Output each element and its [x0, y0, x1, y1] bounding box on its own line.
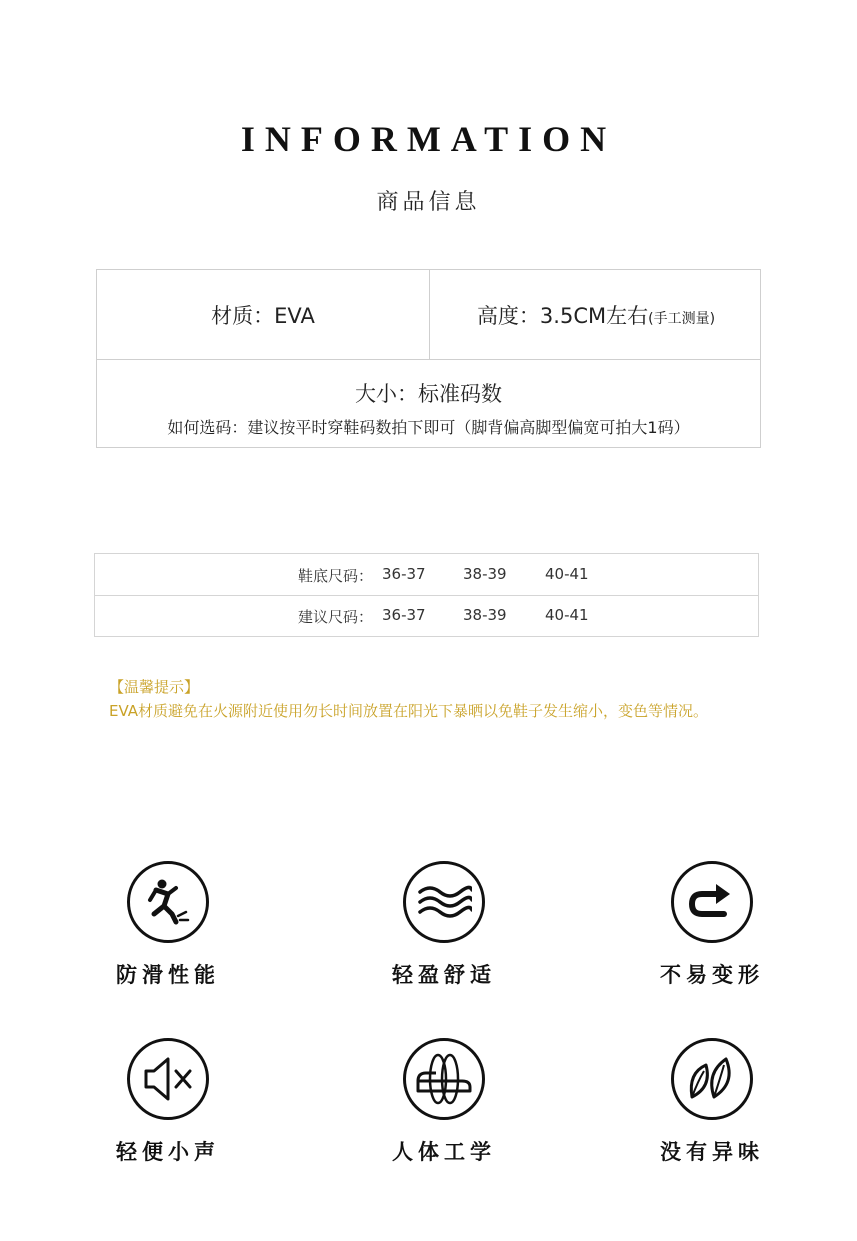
size-value: 40-41 — [545, 565, 589, 583]
row-label: 建议尺码： — [297, 608, 373, 626]
size-value: 36-37 — [382, 606, 426, 624]
feature-anti-slip — [68, 861, 268, 989]
height-cell — [430, 300, 762, 330]
size-value: 36-37 — [382, 565, 426, 583]
feature-label: 轻便小声 — [116, 1140, 220, 1164]
table-row — [95, 595, 758, 636]
feature-quiet — [68, 1038, 268, 1166]
ergonomic-shoe-icon — [403, 1038, 485, 1120]
feature-label: 人体工学 — [392, 1140, 496, 1164]
return-arrow-icon — [671, 861, 753, 943]
size-cell: 大小：标准码数 — [355, 382, 502, 406]
table-row — [95, 554, 758, 595]
waves-icon — [403, 861, 485, 943]
how-to-choose-text: 如何选码：建议按平时穿鞋码数拍下即可（脚背偏高脚型偏宽可拍大1码） — [167, 418, 690, 437]
feature-label: 没有异味 — [660, 1140, 764, 1164]
size-value: 40-41 — [545, 606, 589, 624]
tip-title: 【温馨提示】 — [109, 678, 200, 696]
slip-person-icon — [127, 861, 209, 943]
product-info-table — [96, 269, 761, 448]
size-value: 38-39 — [463, 565, 507, 583]
feature-label: 轻盈舒适 — [392, 963, 496, 987]
height-note: (手工测量) — [648, 311, 716, 327]
size-value: 38-39 — [463, 606, 507, 624]
feature-ergonomic — [344, 1038, 544, 1166]
feature-no-deform — [612, 861, 812, 989]
page-subtitle: 商品信息 — [376, 190, 481, 215]
feature-label: 不易变形 — [660, 963, 764, 987]
tip-text: EVA材质避免在火源附近使用勿长时间放置在阳光下暴晒以免鞋子发生缩小，变色等情况。 — [109, 702, 709, 720]
leaves-icon — [671, 1038, 753, 1120]
feature-odorless — [612, 1038, 812, 1166]
size-table — [94, 553, 759, 637]
row-label: 鞋底尺码： — [297, 567, 373, 585]
material-cell: 材质：EVA — [211, 304, 315, 328]
page-title: INFORMATION — [240, 119, 617, 159]
feature-lightweight — [344, 861, 544, 989]
height-value: 高度：3.5CM左右 — [476, 304, 649, 328]
feature-label: 防滑性能 — [116, 963, 220, 987]
divider — [97, 359, 760, 360]
mute-speaker-icon — [127, 1038, 209, 1120]
